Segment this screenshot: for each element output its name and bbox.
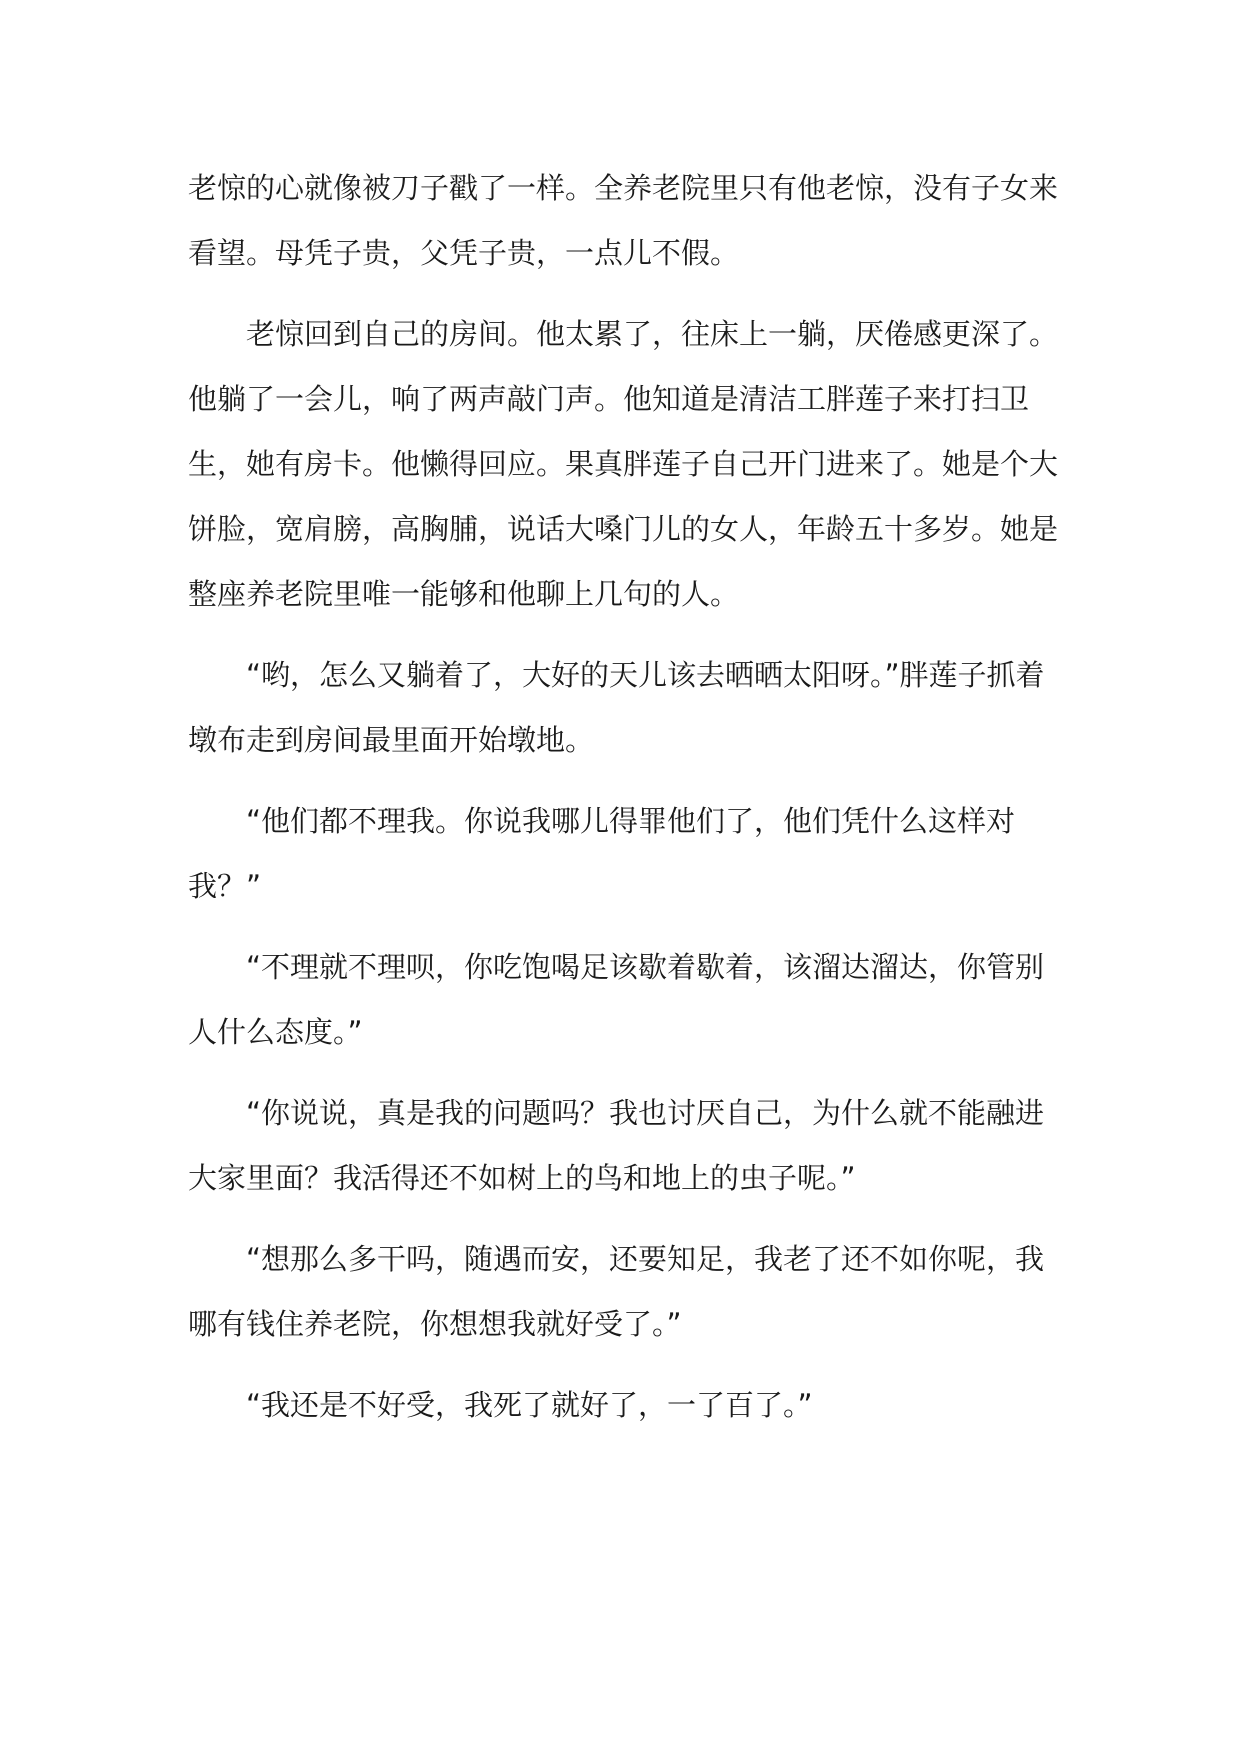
paragraph-4: “他们都不理我。你说我哪儿得罪他们了，他们凭什么这样对我？” bbox=[188, 804, 1016, 903]
paragraph-5: “不理就不理呗，你吃饱喝足该歇着歇着，该溜达溜达，你管别人什么态度。” bbox=[188, 950, 1045, 1049]
paragraph-3: “哟，怎么又躺着了，大好的天儿该去晒晒太阳呀。”胖莲子抓着墩布走到房间最里面开始墩地。 bbox=[188, 658, 1045, 757]
paragraph-8: “我还是不好受，我死了就好了，一了百了。” bbox=[246, 1388, 813, 1422]
body-text bbox=[188, 156, 1068, 1454]
paragraph-6: “你说说，真是我的问题吗？我也讨厌自己，为什么就不能融进大家里面？我活得还不如树上的鸟和地上的虫子呢。” bbox=[188, 1096, 1045, 1195]
paragraph-2: 老惊回到自己的房间。他太累了，往床上一躺，厌倦感更深了。他躺了一会儿，响了两声敲门声。他知道是清洁工胖莲子来打扫卫生，她有房卡。他懒得回应。果真胖莲子自己开门进来了。她是个大饼脸，宽肩膀，高胸脯，说话大嗓门儿的女人，年龄五十多岁。她是整座养老院里唯一能够和他聊上几句的人。 bbox=[188, 317, 1059, 611]
paragraph-1: 老惊的心就像被刀子戳了一样。全养老院里只有他老惊，没有子女来看望。母凭子贵，父凭子贵，一点儿不假。 bbox=[188, 171, 1059, 270]
paragraph-7: “想那么多干吗，随遇而安，还要知足，我老了还不如你呢，我哪有钱住养老院，你想想我就好受了。” bbox=[188, 1242, 1045, 1341]
